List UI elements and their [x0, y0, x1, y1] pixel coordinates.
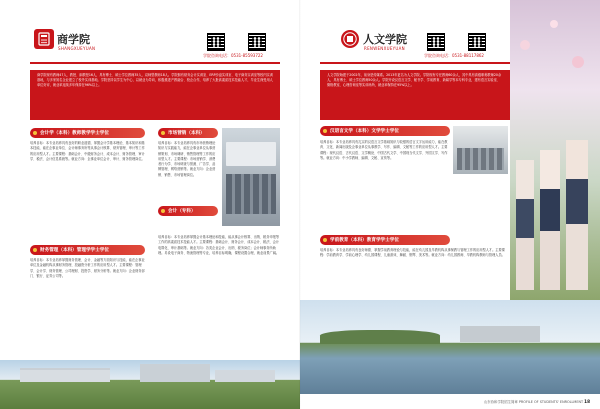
page-footer [484, 399, 590, 404]
classroom-photo [222, 128, 280, 226]
footer-tagline: PROFILE OF STUDENTS' ENROLLMENT [518, 400, 584, 404]
lake-photo [300, 300, 600, 394]
department-title: 人文学院 [363, 33, 407, 46]
seal-icon [340, 29, 360, 49]
section-body: 培养目标：本专业培养掌握财务管理、会计、金融等方面知识与技能，能在企事业单位及金融机构从事财务管理、投融资分析工作的应用型人才。主要课程：管理学、会计学、财务管理、公司理财、投资学、财务分析等。就业方向：企业财务部门、银行、证券公司等。 [30, 258, 145, 278]
footer-text: 山东协和学院招生简章 [483, 400, 518, 404]
contact-phone: 学院咨询电话：0531-85593722 [203, 53, 263, 58]
qr-code [207, 33, 225, 51]
department-subtitle: SHANGXUEYUAN [58, 46, 96, 51]
section-title: 学前教育（本科）教育学学士学位 [320, 235, 450, 245]
qr-code [468, 33, 486, 51]
section-title: 会计学（本科）教师教学学士学位 [30, 128, 145, 138]
department-title: 商学院 [57, 33, 90, 46]
section-body: 培养目标：本专业培养掌握会计基本理论和技能，能从事会计核算、出纳、税务申报等工作的高素质技术技能人才。主要课程：基础会计、财务会计、成本会计、税法、会计电算化、审计基础等。就业方向：各类企业会计、出纳、税务岗位；会计师事务所助理。另设电子商务、物流管理等专业，培养目标明确，课程设置合理，就业前景广阔。 [158, 235, 280, 255]
section-body: 培养目标：本专业培养具有良好师德、掌握学前教育理论与技能，能在幼儿园及早教机构从事保教与管理工作的应用型人才。主要课程：学前教育学、学前心理学、幼儿园课程、儿童游戏、舞蹈、钢琴、美术等。就业方向：幼儿园教师、早教机构教师与管理人员。 [320, 248, 505, 258]
section-title: 会计（专科） [158, 206, 218, 216]
qr-code [248, 33, 266, 51]
divider [30, 62, 280, 64]
section-body: 培养目标：本专业培养具有扎实的汉语言文学基础知识与较强的语言文字运用能力，能在教育、文化、新闻出版及企事业单位从事教学、写作、编辑、文秘等工作的应用型人才。主要课程：现代汉语、古代汉语、文学概论、中国古代文学、中国现当代文学、外国文学、写作等。就业方向：中小学教师、编辑、文秘、宣传等。 [320, 140, 448, 160]
section-title: 市场营销（本科） [158, 128, 218, 138]
contact-phone: 学院咨询电话：0531-88117862 [424, 53, 484, 58]
department-subtitle: RENWENXUEYUAN [364, 46, 405, 51]
intro-text: 人文学院始建于2002年，前身是传媒系。2013年更名为人文学院。学院现有专任教师60余人，其中具有高级职称教师20余人，具有博士、硕士学位教师50余人。学院开设汉语言文学、秘书学、学前教育、新闻学等本专科专业，建有语言实验室、微格教室、心理咨询室等实训场所，就业率保持在95%以上。 [320, 70, 510, 120]
intro-text: 商学院现有教师47人，教授、副教授16人，具有博士、硕士学位教师35人，双师型教师18人。学院拥有财务会计实训室、ERP沙盘实训室、电子商务实训室等校内实训基地，与多家知名企业建立了校外实训基地。学院坚持以学生为中心，以就业为导向，积极推进产教融合、校企合作，培养了大批高素质技术技能人才，毕业生深受用人单位好评，就业率连续多年保持在96%以上。 [30, 70, 280, 120]
students-photo [510, 0, 600, 300]
qr-code [427, 33, 445, 51]
divider [320, 62, 510, 64]
section-body: 培养目标：本专业培养具有良好的职业道德，掌握会计学基本理论、基本知识和基本技能，能在企事业单位、会计师事务所等从事会计核算、财务管理、审计等工作的应用型人才。主要课程：基础会计、中级财务会计、成本会计、财务管理、审计学、税法、会计信息系统等。就业方向：企事业单位会计、审计、财务管理岗位。 [30, 141, 145, 161]
center-gutter [299, 0, 301, 409]
section-body: 培养目标：本专业培养具有市场营销理论知识与实践能力，能在企事业单位从事营销策划、市场调研、销售管理等工作的应用型人才。主要课程：市场营销学、消费者行为学、市场调查与预测、广告学、品牌管理、网络营销等。就业方向：企业营销、销售、市场管理岗位。 [158, 141, 216, 177]
section-title: 汉语言文学（本科）文学学士学位 [320, 126, 450, 136]
classroom-photo [453, 126, 508, 174]
page-number: 18 [584, 399, 590, 404]
page-humanities-school [300, 0, 600, 409]
section-title: 财务管理（本科）管理学学士学位 [30, 245, 145, 255]
calculator-icon [34, 29, 54, 49]
campus-photo [0, 360, 300, 409]
